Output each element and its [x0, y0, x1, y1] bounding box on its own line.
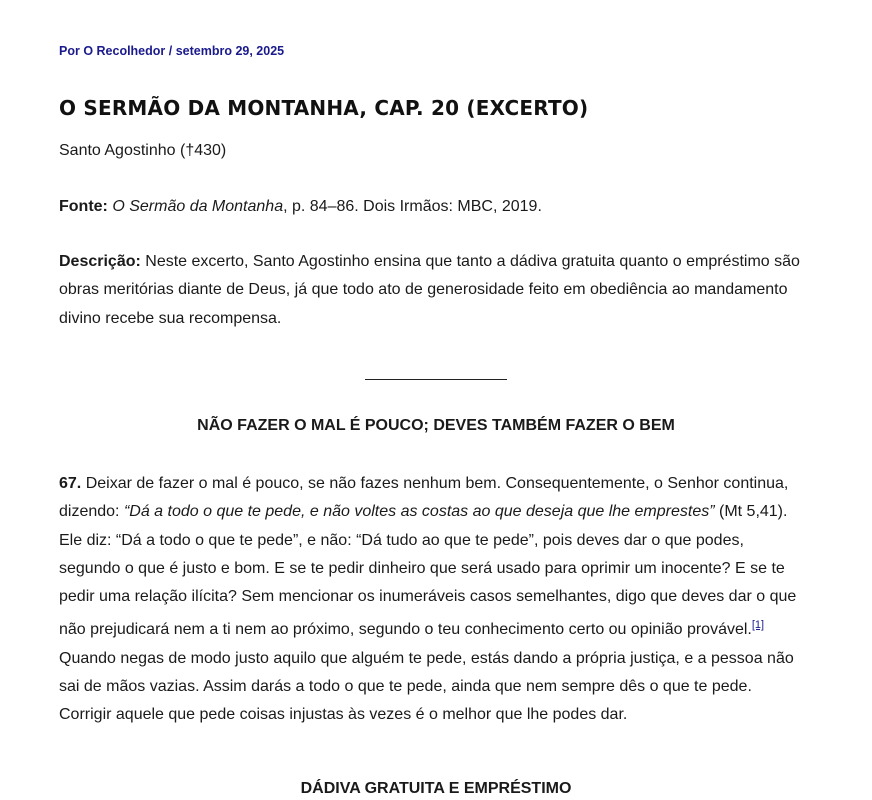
description-label: Descrição: [59, 253, 141, 270]
source-label: Fonte: [59, 198, 108, 215]
source-book-title: O Sermão da Montanha [112, 198, 284, 215]
paragraph-text-a: Deixar de fazer o mal é pouco, se não fazes nenhum bem. Consequentemente, o Senhor continua, dizendo: [59, 475, 789, 521]
author-line: Santo Agostinho (†430) [59, 142, 227, 159]
byline [59, 44, 284, 58]
paragraph-number: 67. [59, 475, 82, 492]
paragraph-text-c: Quando negas de modo justo aquilo que alguém te pede, estás dando a própria justiça, e a pessoa não sai de mãos vazias. Assim darás a todo o que te pede, ainda que nem sempre dês o que te pede. Corrigir aquele que pede coisas injustas às vezes é o melhor que lhe podes dar. [59, 649, 794, 724]
author-link[interactable]: O Recolhedor [83, 44, 166, 58]
page-title: O SERMÃO DA MONTANHA, CAP. 20 (EXCERTO) [59, 96, 589, 120]
footnote-link[interactable]: [1] [751, 619, 765, 632]
paragraph-text-b: (Mt 5,41). Ele diz: “Dá a todo o que te pede”, e não: “Dá tudo ao que te pede”, pois deves dar o que podes, segundo o que é justo e bom. E se te pedir dinheiro que será usado para oprimir um inocente? E se te pedir uma relação ilícita? Sem mencionar os inumeráveis casos semelhantes, digo que deves dar o que não prejudicará nem a ti nem ao próximo, segundo o teu conhecimento certo ou opinião provável. [59, 503, 797, 639]
section-divider [365, 379, 507, 380]
byline-separator: / [165, 44, 176, 58]
section-heading-2: DÁDIVA GRATUITA E EMPRÉSTIMO [300, 780, 572, 797]
paragraph-67 [59, 470, 801, 730]
description [59, 248, 801, 333]
description-text: Neste excerto, Santo Agostinho ensina que tanto a dádiva gratuita quanto o empréstimo são obras meritórias diante de Deus, já que todo ato de generosidade feito em obediência ao mandamento divino recebe sua recompensa. [59, 253, 800, 327]
byline-prefix: Por [59, 44, 84, 58]
source-details: , p. 84–86. Dois Irmãos: MBC, 2019. [283, 198, 542, 215]
source-line [59, 193, 801, 221]
date-link[interactable]: setembro 29, 2025 [175, 44, 285, 58]
section-heading-1: NÃO FAZER O MAL É POUCO; DEVES TAMBÉM FAZER O BEM [197, 417, 675, 434]
scripture-quote: “Dá a todo o que te pede, e não voltes as costas ao que deseja que lhe emprestes” [123, 503, 715, 521]
